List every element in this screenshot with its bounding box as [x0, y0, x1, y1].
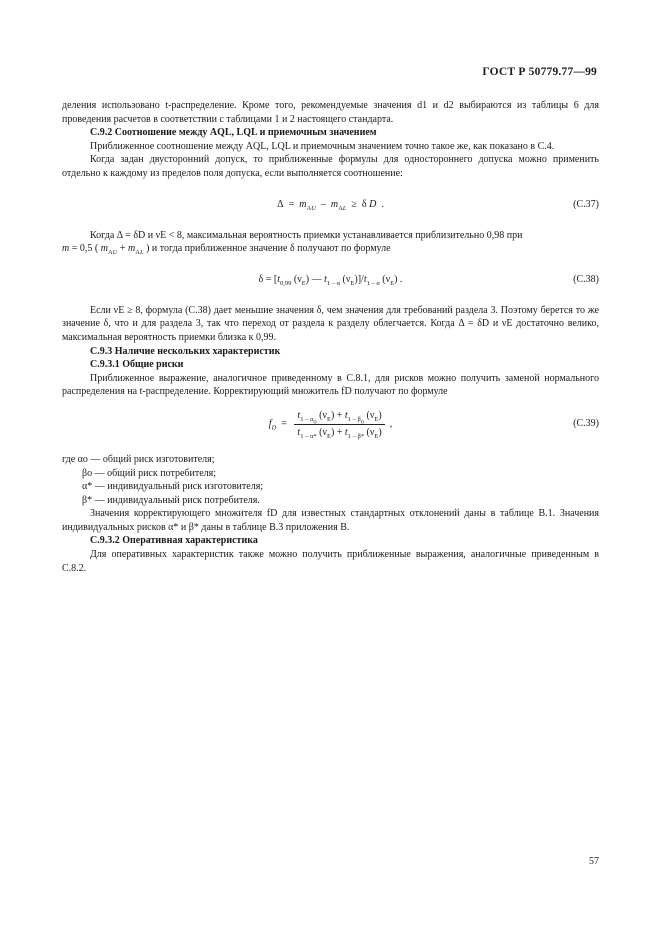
- page-content: [62, 99, 599, 575]
- section-c931-title: С.9.3.1 Общие риски: [90, 359, 184, 371]
- section-c932-title: С.9.3.2 Оперативная характеристика: [90, 535, 258, 547]
- equation-c39-fraction: $\frac{t_{1 - \alpha_o} (\nu_E) + t_{1 - \beta_o} (\nu_E)}{t_{1 - \alpha*} (\nu_E) + t_{1 - \beta*} (\nu_E)}$: [294, 409, 384, 439]
- equation-c38: [62, 270, 599, 292]
- definition-beta-o: βo — общий риск потребителя;: [82, 467, 216, 479]
- paragraph-7: Значения корректирующего множителя fD для известных стандартных отклонений даны в таблице В.1. Значения индивидуальных рисков α* и β* даны в таблице В.3 приложения В.: [62, 508, 599, 533]
- definition-alpha-star: α* — индивидуальный риск изготовителя;: [82, 481, 264, 493]
- page-number: 57: [589, 856, 599, 867]
- paragraph-5: Если νE ≥ 8, формула (С.38) дает меньшие значения δ, чем значения для требований раздела 3. Поэтому берется то же значение δ, что и для раздела 3, так что переход от раздела к разделу облегчается. Когда Δ = δD и νE достаточно велико, максимальная вероятность приемки близка к 0,99.: [62, 304, 599, 343]
- paragraph-8: Для оперативных характеристик также можно получить приближенные выражения, аналогичные приведенным в С.8.2.: [62, 549, 599, 574]
- definition-beta-star: β* — индивидуальный риск потребителя.: [82, 494, 260, 506]
- page-header: ГОСТ Р 50779.77—99: [482, 66, 597, 78]
- paragraph-4b: m = 0,5 ( $m_{AU} + m_{AL}$ ) и тогда приближенное значение δ получают по формуле: [62, 243, 391, 257]
- section-c92-title: С.9.2 Соотношение между AQL, LQL и приемочным значением: [90, 127, 377, 139]
- symbol-definitions: [62, 453, 599, 507]
- paragraph-2: Приближенное соотношение между AQL, LQL и приемочным значением точно такое же, как показано в С.4.: [90, 140, 555, 152]
- definition-alpha-o: где αo — общий риск изготовителя;: [62, 453, 215, 465]
- equation-c38-formula: $\delta = [t_{0,99}$ $(\nu_E)$ — $t_{1 - \alpha}$ $(\nu_E)]/t_{1 - \alpha}$ $(\nu_E)$ .: [258, 273, 403, 287]
- paragraph-1: деления использовано t-распределение. Кроме того, рекомендуемые значения d1 и d2 выбираются из таблицы 6 для проведения расчетов в соответствии с таблицами 1 и 2 настоящего стандарта.: [62, 100, 599, 125]
- equation-c39: [62, 407, 599, 441]
- paragraph-4b-tail: и тогда приближенное значение δ получают по формуле: [151, 243, 391, 255]
- section-c93-title: С.9.3 Наличие нескольких характеристик: [90, 345, 281, 357]
- equation-c39-formula: $f_D$ = $\frac{t_{1 - \alpha_o} (\nu_E) + t_{1 - \beta_o} (\nu_E)}{t_{1 - \alpha*} (\nu_E) + t_{1 - \beta*} (\nu_E)}$ ,: [268, 409, 393, 440]
- equation-c37-number: (С.37): [573, 198, 599, 210]
- paragraph-6: Приближенное выражение, аналогичное приведенному в С.8.1, для рисков можно получить заменой нормального распределения на t-распределение. Корректирующий множитель fD получают по формуле: [62, 372, 599, 398]
- equation-c37: [62, 195, 599, 217]
- equation-c37-formula: $\Delta = m_{AU} - m_{AL} \ge \delta$ D .: [277, 198, 384, 212]
- equation-c38-number: (С.38): [573, 273, 599, 285]
- paragraph-4a: Когда Δ = δD и νE < 8, максимальная вероятность приемки устанавливается приблизительно 0,98 при: [90, 229, 523, 241]
- equation-c39-number: (С.39): [573, 417, 599, 429]
- paragraph-3: Когда задан двусторонний допуск, то приближенные формулы для одностороннего допуска можно применить отдельно к каждому из пределов поля допуска, если выполняется соотношение:: [62, 154, 599, 179]
